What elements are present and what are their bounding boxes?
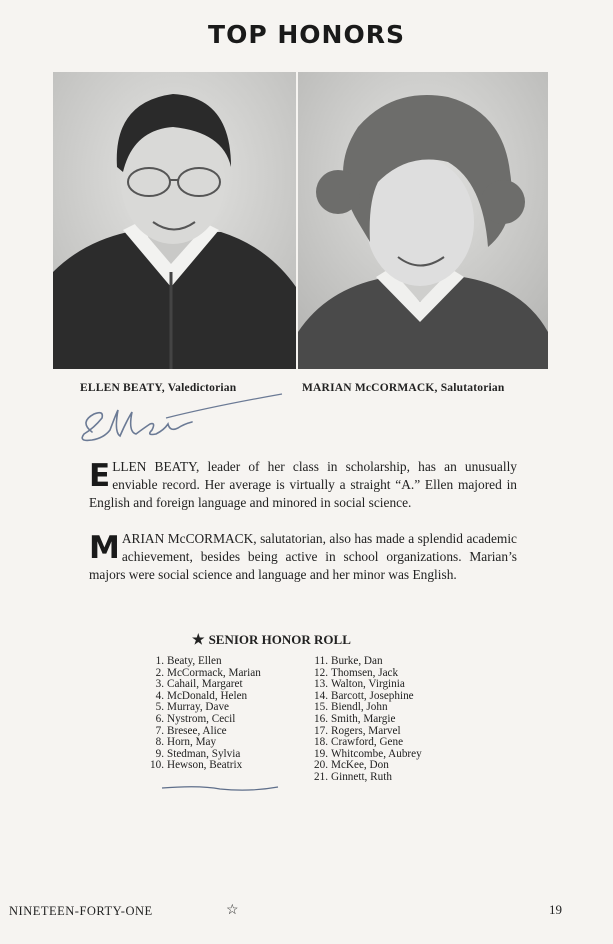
page-title: TOP HONORS: [208, 20, 405, 49]
portrait-photo-ellen: [53, 72, 296, 369]
caption-role: Salutatorian: [440, 382, 505, 394]
pen-underline-mark: [160, 783, 280, 793]
caption-name: ELLEN BEATY,: [80, 382, 165, 394]
honor-roll-column-2: [304, 656, 422, 784]
star-icon: ★: [192, 633, 205, 648]
caption-role: Valedictorian: [167, 382, 237, 394]
list-item: 13. Walton, Virginia: [314, 678, 405, 691]
list-item: 3. Cahail, Margaret: [155, 678, 243, 691]
bio-text: ARIAN McCORMACK, salutatorian, also has made a splendid academic achievement, besides being active in school organizations. Marian’s majors were social science and language and her minor was English.: [89, 531, 517, 582]
bio-marian: [89, 530, 517, 584]
list-item: 16. Smith, Margie: [314, 712, 396, 725]
list-item: 18. Crawford, Gene: [314, 736, 404, 749]
page-number: 19: [549, 902, 562, 917]
list-item: 10. Hewson, Beatrix: [150, 759, 243, 772]
list-item: 4. McDonald, Helen: [155, 689, 248, 702]
list-item: 15. Biendl, John: [314, 701, 388, 714]
list-item: 11. Burke, Dan: [314, 655, 383, 667]
drop-cap: E: [89, 458, 111, 494]
caption-salutatorian: [302, 382, 504, 394]
list-item: 6. Nystrom, Cecil: [155, 712, 236, 725]
honor-roll-column-1: [140, 656, 261, 772]
list-item: 8. Horn, May: [155, 736, 217, 749]
honor-roll-title: SENIOR HONOR ROLL: [208, 632, 351, 647]
honor-roll-heading: [192, 632, 351, 649]
caption-name: MARIAN McCORMACK,: [302, 382, 438, 394]
list-item: 1. Beaty, Ellen: [155, 655, 222, 667]
list-item: 12. Thomsen, Jack: [314, 666, 399, 679]
list-item: 21. Ginnett, Ruth: [314, 770, 392, 783]
list-item: 5. Murray, Dave: [155, 701, 230, 714]
bio-ellen: [89, 458, 517, 512]
list-item: 19. Whitcombe, Aubrey: [314, 747, 422, 760]
portrait-photo-marian: [298, 72, 548, 369]
list-item: 17. Rogers, Marvel: [314, 724, 401, 737]
footer-year-text: NINETEEN-FORTY-ONE: [9, 904, 153, 918]
bio-text: LLEN BEATY, leader of her class in scholarship, has an unusually enviable record. Her average is virtually a straight “A.” Ellen majored in English and foreign language and minored in social science.: [89, 459, 517, 510]
list-item: 7. Bresee, Alice: [155, 724, 227, 737]
drop-cap: M: [89, 530, 120, 566]
star-outline-icon: ☆: [226, 903, 239, 918]
list-item: 20. McKee, Don: [314, 759, 389, 772]
handwritten-signature: [74, 392, 284, 452]
list-item: 14. Barcott, Josephine: [314, 689, 414, 702]
list-item: 9. Stedman, Sylvia: [155, 747, 241, 760]
list-item: 2. McCormack, Marian: [155, 666, 261, 679]
